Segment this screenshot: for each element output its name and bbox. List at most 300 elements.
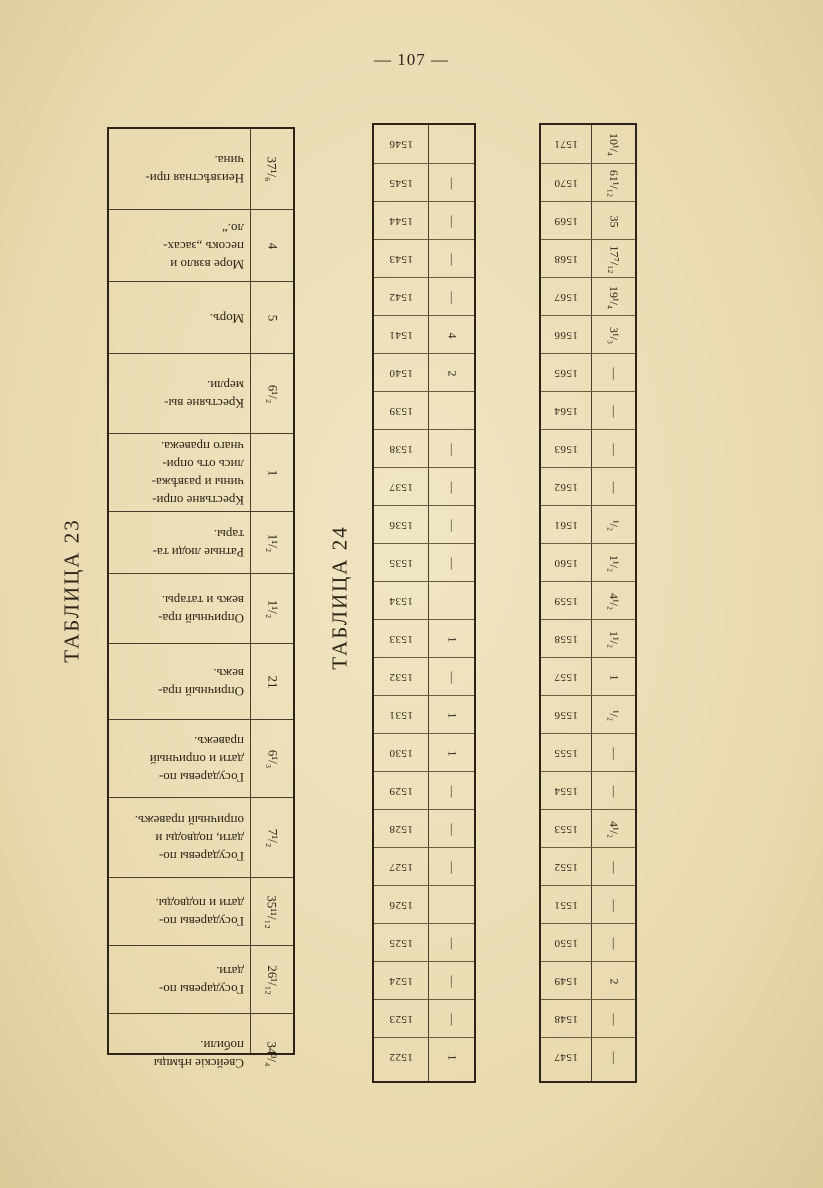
count-text: 17⁷/₁₂ xyxy=(606,245,621,273)
table-24-title: ТАБЛИЦА 24 xyxy=(327,525,352,670)
count-cell xyxy=(592,125,635,163)
count-text: — xyxy=(607,367,621,379)
count-cell xyxy=(429,658,474,696)
table-24-row xyxy=(374,543,474,582)
table-23-row xyxy=(109,573,293,644)
year-cell xyxy=(541,620,591,658)
count-text: — xyxy=(607,1051,621,1063)
count-text: — xyxy=(607,1013,621,1025)
year-text: 1567 xyxy=(554,291,578,303)
table-23-row xyxy=(109,209,293,282)
table-24-right xyxy=(539,123,637,1083)
year-text: 1535 xyxy=(389,557,413,569)
count-text: — xyxy=(445,443,459,455)
count-cell xyxy=(429,962,474,1000)
count-cell xyxy=(592,1000,635,1038)
value-text: 26¹/₁₂ xyxy=(264,965,280,995)
year-cell xyxy=(374,240,428,278)
year-text: 1526 xyxy=(389,899,413,911)
table-24-row xyxy=(374,923,474,962)
year-cell xyxy=(374,810,428,848)
cause-text: Государевы по- дати и подводы. xyxy=(154,896,244,929)
count-text: — xyxy=(445,1013,459,1025)
table-24-row xyxy=(374,847,474,886)
cause-label xyxy=(109,434,250,512)
year-cell xyxy=(541,125,591,163)
count-text: — xyxy=(445,177,459,189)
table-24-row xyxy=(374,771,474,810)
cause-label xyxy=(109,798,250,878)
count-cell xyxy=(592,658,635,696)
count-text: 4¹/₂ xyxy=(607,820,621,838)
cause-label xyxy=(109,644,250,720)
count-text: 2 xyxy=(445,370,459,376)
count-text: — xyxy=(607,861,621,873)
count-text: — xyxy=(445,937,459,949)
count-text: 2 xyxy=(607,978,621,984)
count-cell xyxy=(592,848,635,886)
table-24-row xyxy=(374,201,474,240)
count-cell xyxy=(592,810,635,848)
count-cell xyxy=(429,202,474,240)
cause-text: Ратные люди та- тары. xyxy=(152,527,244,560)
table-23-row xyxy=(109,353,293,434)
year-cell xyxy=(541,278,591,316)
table-24-row xyxy=(374,505,474,544)
count-text: — xyxy=(607,443,621,455)
count-cell xyxy=(429,544,474,582)
count-cell xyxy=(592,506,635,544)
table-24-row xyxy=(541,163,635,202)
table-24-row xyxy=(374,353,474,392)
table-23-title: ТАБЛИЦА 23 xyxy=(59,518,84,663)
count-cell xyxy=(429,848,474,886)
year-text: 1554 xyxy=(554,785,578,797)
value-text: 1¹/₂ xyxy=(264,599,280,619)
value-text: 7¹/₂ xyxy=(264,828,280,848)
table-23-row xyxy=(109,877,293,946)
year-text: 1551 xyxy=(554,899,578,911)
table-24-row xyxy=(541,923,635,962)
count-cell xyxy=(429,316,474,354)
count-cell xyxy=(592,582,635,620)
cause-text: Государевы по- дати, подводы и опричный правежъ. xyxy=(134,813,244,864)
value-text: 6¹/₃ xyxy=(264,749,280,769)
table-24-row xyxy=(541,809,635,848)
table-24-row xyxy=(541,771,635,810)
cause-value xyxy=(251,720,293,798)
count-cell xyxy=(592,164,635,202)
value-text: 6¹/₂ xyxy=(264,384,280,404)
count-text: 1 xyxy=(445,750,459,756)
table-24-row xyxy=(374,885,474,924)
year-text: 1563 xyxy=(554,443,578,455)
count-text: 61¹/₁₂ xyxy=(607,169,621,197)
count-cell xyxy=(592,278,635,316)
cause-text: Опричный пра- вежъ и татары. xyxy=(157,593,244,626)
count-text: — xyxy=(445,671,459,683)
count-cell xyxy=(429,924,474,962)
count-cell xyxy=(592,696,635,734)
year-cell xyxy=(374,1000,428,1038)
year-text: 1549 xyxy=(554,975,578,987)
year-cell xyxy=(374,164,428,202)
count-cell xyxy=(429,582,474,620)
cause-value xyxy=(251,644,293,720)
count-cell xyxy=(429,430,474,468)
count-cell xyxy=(429,354,474,392)
table-24-row xyxy=(374,429,474,468)
table-24-row xyxy=(374,315,474,354)
count-text: — xyxy=(445,861,459,873)
table-24-row xyxy=(374,277,474,316)
cause-value xyxy=(251,512,293,574)
year-cell xyxy=(541,886,591,924)
count-cell xyxy=(429,240,474,278)
year-text: 1544 xyxy=(389,215,413,227)
year-cell xyxy=(374,696,428,734)
cause-value xyxy=(251,434,293,512)
value-text: 1¹/₂ xyxy=(264,533,280,553)
table-24-row xyxy=(374,163,474,202)
count-cell xyxy=(592,392,635,430)
year-text: 1558 xyxy=(554,633,578,645)
table-24-row xyxy=(541,467,635,506)
count-text: — xyxy=(607,899,621,911)
count-cell xyxy=(592,734,635,772)
table-24-left xyxy=(372,123,476,1083)
count-cell xyxy=(592,620,635,658)
count-cell xyxy=(592,354,635,392)
year-cell xyxy=(541,430,591,468)
value-text: 34³/₄ xyxy=(264,1041,280,1067)
year-cell xyxy=(541,202,591,240)
cause-label xyxy=(109,282,250,354)
year-cell xyxy=(541,316,591,354)
count-cell xyxy=(429,125,474,163)
year-text: 1565 xyxy=(554,367,578,379)
table-24-row xyxy=(374,999,474,1038)
count-cell xyxy=(429,506,474,544)
year-cell xyxy=(374,506,428,544)
table-24-row xyxy=(541,543,635,582)
year-text: 1531 xyxy=(389,709,413,721)
year-cell xyxy=(374,278,428,316)
count-cell xyxy=(429,164,474,202)
value-text: 35¹¹/₁₂ xyxy=(264,895,280,929)
cause-value xyxy=(251,1014,293,1094)
count-text: 10¹/₄ xyxy=(607,132,621,156)
year-cell xyxy=(541,734,591,772)
count-text: — xyxy=(445,557,459,569)
year-cell xyxy=(541,240,591,278)
count-cell xyxy=(429,810,474,848)
count-text: 3¹/₃ xyxy=(607,326,621,344)
count-text: 1¹/₂ xyxy=(607,630,621,648)
table-24-row xyxy=(374,809,474,848)
year-text: 1529 xyxy=(389,785,413,797)
count-cell xyxy=(429,392,474,430)
count-text: — xyxy=(445,215,459,227)
year-cell xyxy=(541,544,591,582)
year-text: 1566 xyxy=(554,329,578,341)
count-cell xyxy=(592,1038,635,1076)
year-text: 1524 xyxy=(389,975,413,987)
cause-value xyxy=(251,282,293,354)
year-cell xyxy=(374,392,428,430)
value-text: 21 xyxy=(265,675,280,689)
count-text: 4¹/₂ xyxy=(607,592,621,610)
year-text: 1539 xyxy=(389,405,413,417)
count-cell xyxy=(429,696,474,734)
cause-label xyxy=(109,210,250,282)
count-cell xyxy=(592,886,635,924)
table-24-row xyxy=(374,619,474,658)
year-text: 1538 xyxy=(389,443,413,455)
cause-label xyxy=(109,1014,250,1094)
year-text: 1564 xyxy=(554,405,578,417)
year-text: 1550 xyxy=(554,937,578,949)
count-text: — xyxy=(607,785,621,797)
table-24-row xyxy=(374,391,474,430)
cause-label xyxy=(109,878,250,946)
table-24-row xyxy=(374,467,474,506)
count-text: — xyxy=(607,747,621,759)
cause-value xyxy=(251,878,293,946)
table-24-row xyxy=(374,239,474,278)
year-text: 1547 xyxy=(554,1051,578,1063)
year-text: 1528 xyxy=(389,823,413,835)
year-text: 1527 xyxy=(389,861,413,873)
table-23-row xyxy=(109,281,293,354)
cause-label xyxy=(109,574,250,644)
year-cell xyxy=(374,734,428,772)
year-text: 1546 xyxy=(389,138,413,150)
table-23-row xyxy=(109,719,293,798)
cause-label xyxy=(109,512,250,574)
year-cell xyxy=(374,202,428,240)
page-number: — 107 — xyxy=(374,50,449,69)
year-cell xyxy=(541,1000,591,1038)
year-text: 1553 xyxy=(554,823,578,835)
count-text: — xyxy=(445,785,459,797)
year-text: 1552 xyxy=(554,861,578,873)
year-cell xyxy=(541,658,591,696)
table-24-row xyxy=(541,239,635,278)
count-text: 1 xyxy=(607,674,621,680)
year-cell xyxy=(541,354,591,392)
count-cell xyxy=(429,1038,474,1076)
count-text: 4 xyxy=(445,332,459,338)
year-cell xyxy=(374,1038,428,1076)
table-24-row xyxy=(374,961,474,1000)
table-24-row xyxy=(541,391,635,430)
table-24-row xyxy=(541,885,635,924)
year-cell xyxy=(541,962,591,1000)
table-23-row xyxy=(109,511,293,574)
count-cell xyxy=(429,278,474,316)
count-text: 1 xyxy=(445,1054,459,1060)
year-cell xyxy=(541,772,591,810)
year-text: 1534 xyxy=(389,595,413,607)
cause-value xyxy=(251,574,293,644)
year-cell xyxy=(541,696,591,734)
year-cell xyxy=(374,848,428,886)
cause-label xyxy=(109,354,250,434)
year-cell xyxy=(374,886,428,924)
table-24-row xyxy=(541,201,635,240)
table-24-row xyxy=(374,125,474,163)
count-text: ¹/₂ xyxy=(607,519,621,531)
table-24-row xyxy=(541,1037,635,1076)
value-text: 5 xyxy=(265,314,280,322)
cause-value xyxy=(251,210,293,282)
count-text: 1 xyxy=(445,636,459,642)
cause-value xyxy=(251,798,293,878)
count-cell xyxy=(592,962,635,1000)
table-24-row xyxy=(374,695,474,734)
year-cell xyxy=(374,620,428,658)
count-cell xyxy=(429,772,474,810)
year-cell xyxy=(541,582,591,620)
year-cell xyxy=(374,125,428,163)
table-24-row xyxy=(374,657,474,696)
table-23-row xyxy=(109,129,293,209)
value-text: 4 xyxy=(265,242,280,250)
year-cell xyxy=(374,544,428,582)
cause-text: Опричный пра- вежъ. xyxy=(157,666,244,699)
year-text: 1543 xyxy=(389,253,413,265)
year-text: 1542 xyxy=(389,291,413,303)
count-text: — xyxy=(607,937,621,949)
count-cell xyxy=(429,734,474,772)
year-cell xyxy=(541,164,591,202)
cause-text: Государевы по- дати. xyxy=(158,964,244,997)
year-cell xyxy=(374,924,428,962)
year-text: 1537 xyxy=(389,481,413,493)
year-cell xyxy=(374,962,428,1000)
cause-text: Государевы по- дати и опричный правежъ. xyxy=(149,734,244,785)
table-24-row xyxy=(541,847,635,886)
year-text: 1556 xyxy=(554,709,578,721)
year-text: 1559 xyxy=(554,595,578,607)
cause-label xyxy=(109,720,250,798)
cause-text: Крестьяне вы- мерли. xyxy=(163,378,244,411)
year-cell xyxy=(541,810,591,848)
year-cell xyxy=(374,658,428,696)
year-text: 1541 xyxy=(389,329,413,341)
count-cell xyxy=(429,620,474,658)
year-text: 1536 xyxy=(389,519,413,531)
table-23-row xyxy=(109,433,293,512)
year-text: 1548 xyxy=(554,1013,578,1025)
count-cell xyxy=(592,772,635,810)
count-text: — xyxy=(445,823,459,835)
table-23-row xyxy=(109,797,293,878)
table-23-row xyxy=(109,1013,293,1094)
value-text: 1 xyxy=(265,469,280,477)
year-cell xyxy=(374,430,428,468)
table-24-row xyxy=(541,999,635,1038)
count-text: 19¹/₄ xyxy=(607,285,621,309)
count-cell xyxy=(592,316,635,354)
cause-value xyxy=(251,354,293,434)
count-text: ¹/₂ xyxy=(607,709,621,721)
cause-label xyxy=(109,129,250,209)
table-23-row xyxy=(109,643,293,720)
count-cell xyxy=(429,468,474,506)
table-24-row xyxy=(541,505,635,544)
year-cell xyxy=(374,468,428,506)
count-text: 35 xyxy=(607,215,621,227)
year-cell xyxy=(541,924,591,962)
table-24-row xyxy=(541,961,635,1000)
year-cell xyxy=(541,506,591,544)
count-cell xyxy=(592,468,635,506)
count-cell xyxy=(592,240,635,278)
table-24-row xyxy=(541,277,635,316)
table-24-row xyxy=(541,581,635,620)
year-cell xyxy=(374,582,428,620)
table-24-row xyxy=(374,581,474,620)
table-23 xyxy=(107,127,295,1071)
value-text: 37¹/₆ xyxy=(264,156,280,182)
year-text: 1555 xyxy=(554,747,578,759)
year-text: 1525 xyxy=(389,937,413,949)
year-text: 1571 xyxy=(554,138,578,150)
year-cell xyxy=(541,468,591,506)
year-text: 1562 xyxy=(554,481,578,493)
year-text: 1569 xyxy=(554,215,578,227)
year-cell xyxy=(374,354,428,392)
year-text: 1530 xyxy=(389,747,413,759)
table-24-row xyxy=(541,657,635,696)
cause-text: Крестьяне опри- чины и развѣжа- лись отъ опри- чнаго правежа. xyxy=(151,439,244,508)
year-text: 1557 xyxy=(554,671,578,683)
table-24-row xyxy=(541,429,635,468)
count-cell xyxy=(429,886,474,924)
table-24-row xyxy=(541,125,635,163)
year-text: 1532 xyxy=(389,671,413,683)
cause-text: Море взяло и песокъ „засах- ло.“ xyxy=(162,221,244,272)
count-cell xyxy=(592,924,635,962)
table-23-row xyxy=(109,945,293,1014)
count-text: — xyxy=(607,481,621,493)
count-cell xyxy=(429,1000,474,1038)
count-cell xyxy=(592,202,635,240)
table-24-row xyxy=(541,695,635,734)
table-24-row xyxy=(374,733,474,772)
cause-value xyxy=(251,946,293,1014)
table-24-row xyxy=(541,619,635,658)
count-cell xyxy=(592,544,635,582)
cause-text: Неизвѣстная при- чина. xyxy=(144,153,244,186)
count-text: — xyxy=(445,481,459,493)
table-24-row xyxy=(541,315,635,354)
table-24-row xyxy=(541,353,635,392)
count-text: — xyxy=(445,519,459,531)
count-text: — xyxy=(445,291,459,303)
cause-label xyxy=(109,946,250,1014)
year-text: 1523 xyxy=(389,1013,413,1025)
count-text: — xyxy=(445,253,459,265)
year-text: 1560 xyxy=(554,557,578,569)
count-text: — xyxy=(607,405,621,417)
count-text: 1 xyxy=(445,712,459,718)
year-cell xyxy=(541,1038,591,1076)
year-cell xyxy=(541,392,591,430)
cause-text: Моръ. xyxy=(209,311,244,326)
